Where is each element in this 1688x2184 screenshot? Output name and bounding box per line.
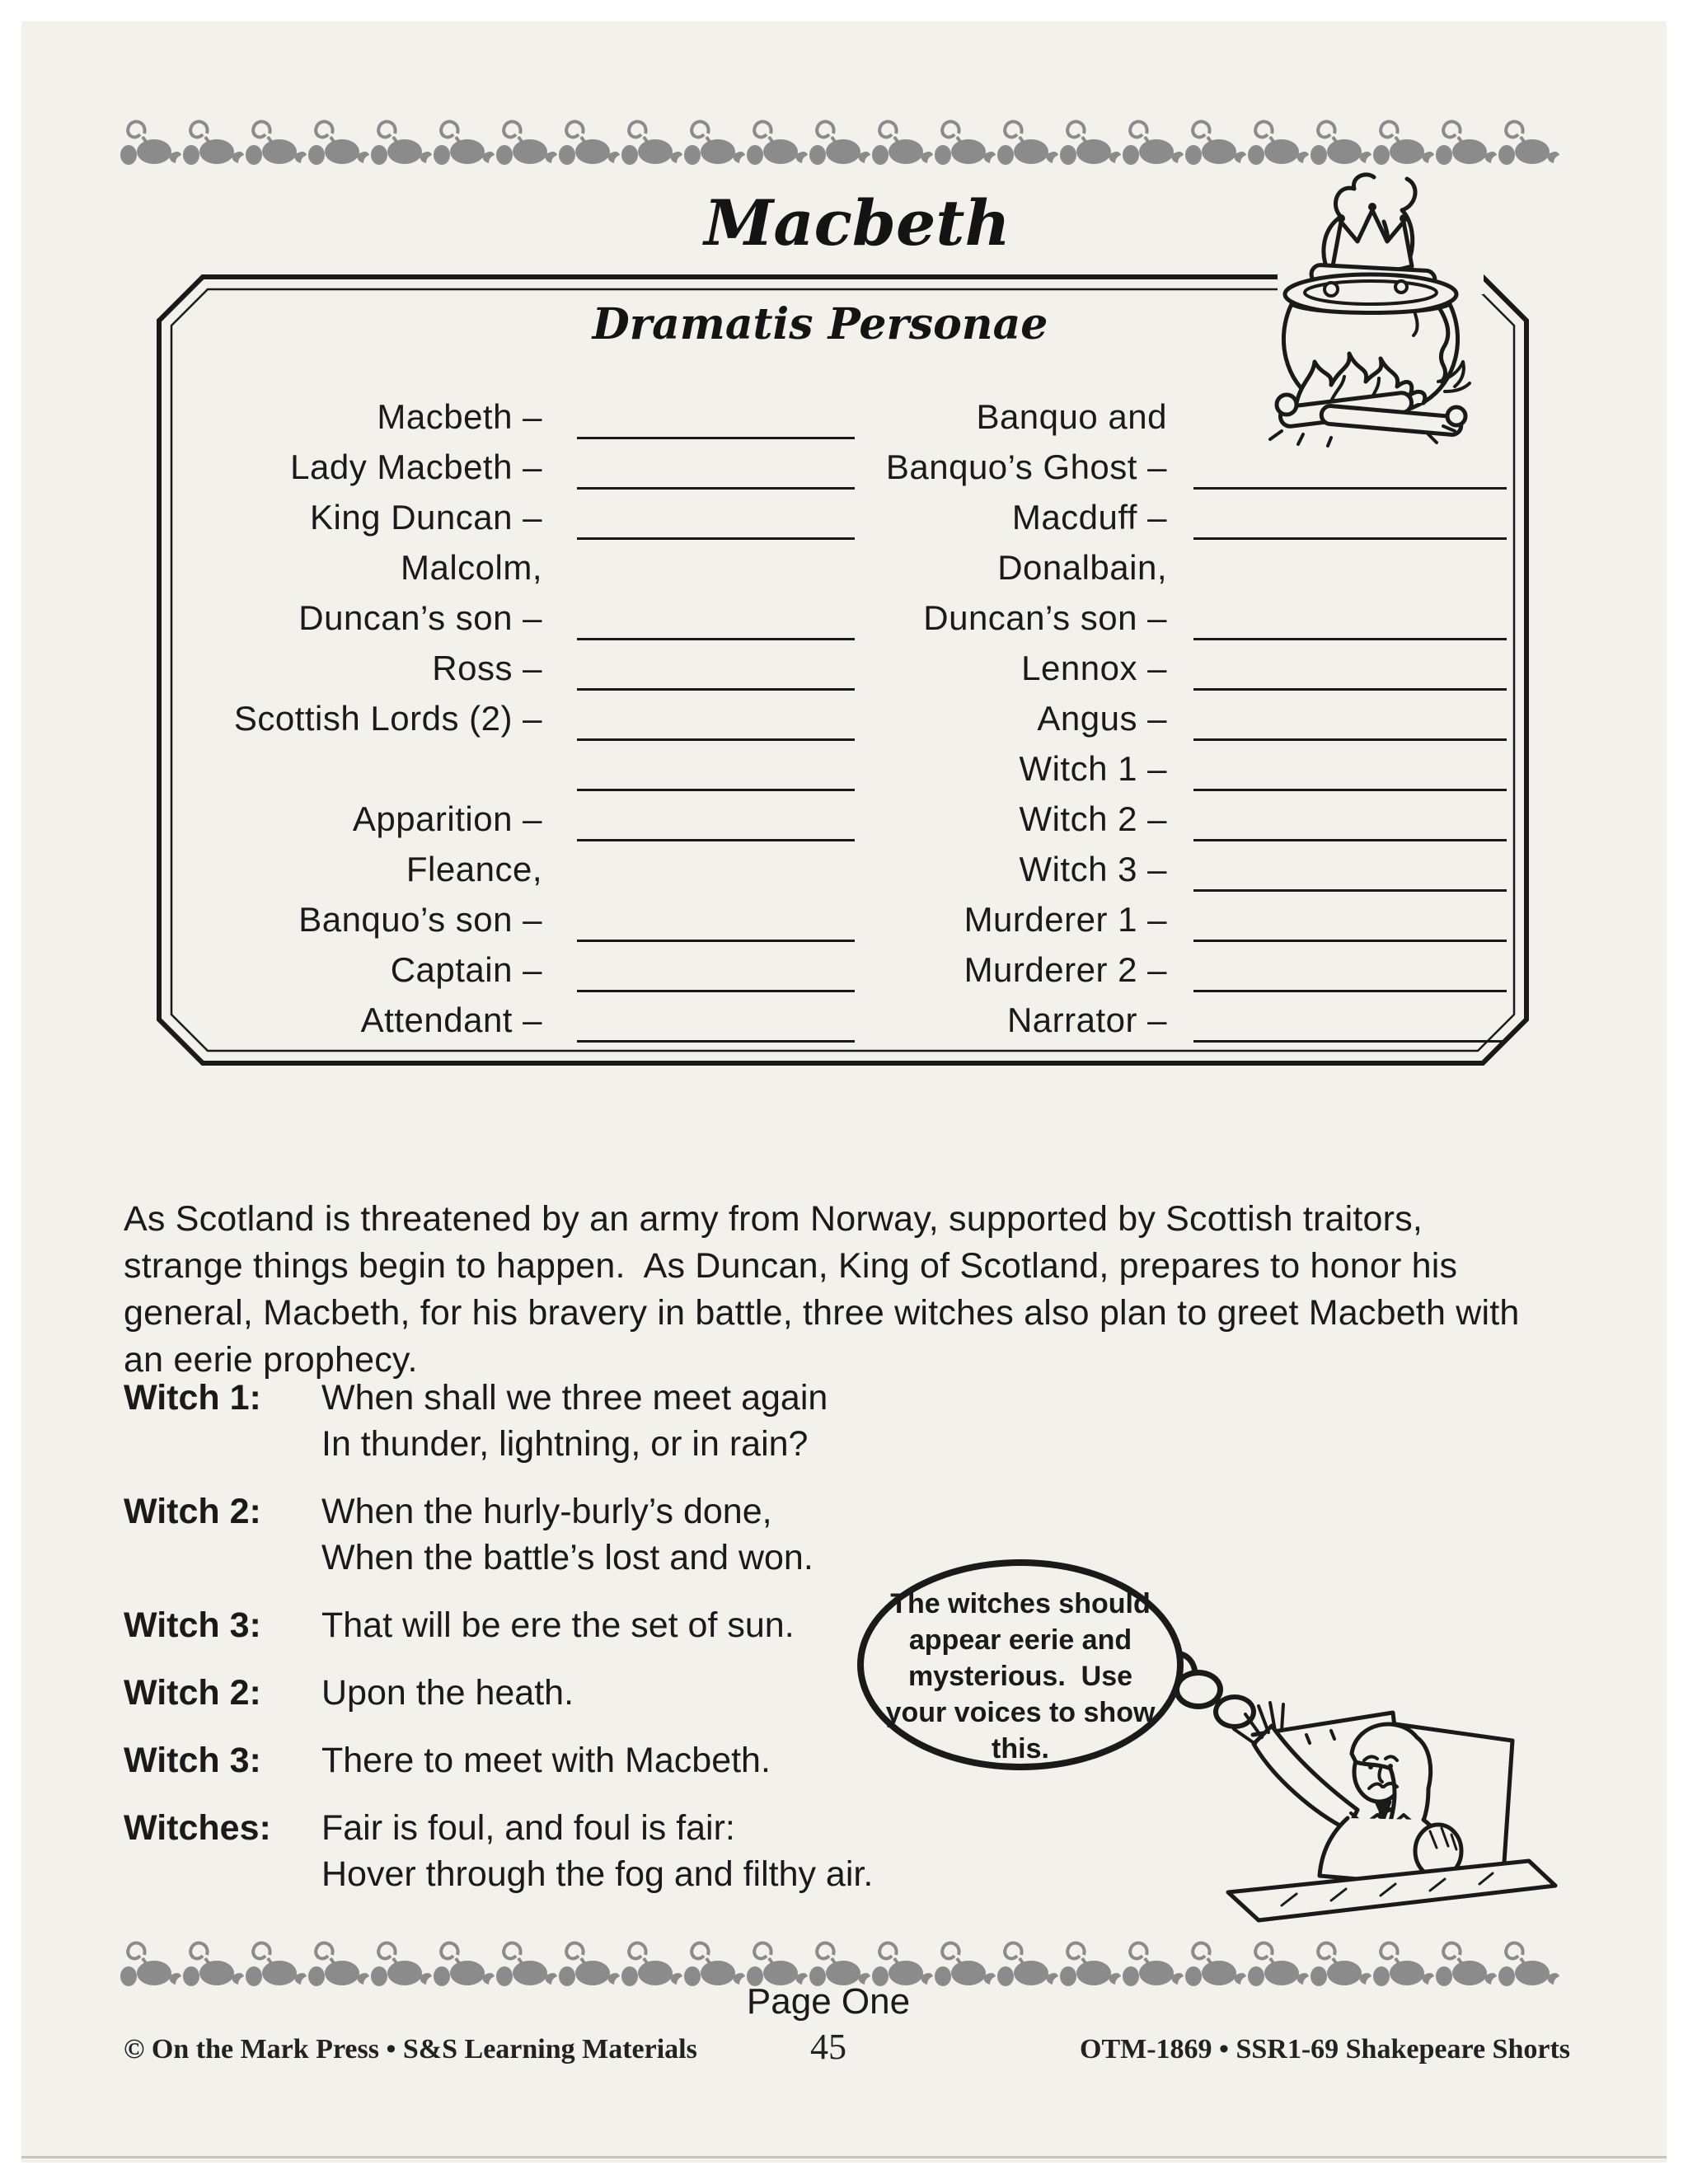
dialogue-row bbox=[124, 1375, 1014, 1467]
fill-in-blank-line bbox=[577, 738, 855, 741]
roster-row bbox=[882, 848, 1508, 898]
character-name: Witch 1 – bbox=[1019, 749, 1167, 788]
page-label: Page One bbox=[746, 1981, 911, 2022]
roster-left-column bbox=[190, 396, 857, 1049]
roster-row bbox=[882, 798, 1508, 848]
roster-row bbox=[882, 898, 1508, 949]
character-name: Donalbain, bbox=[997, 548, 1167, 587]
fill-in-blank-line bbox=[577, 990, 855, 992]
dialogue-line: Fair is foul, and foul is fair: Hover through the fog and filthy air. bbox=[321, 1808, 874, 1894]
roster-row bbox=[190, 546, 857, 597]
roster-row bbox=[882, 446, 1508, 496]
dialogue-line: When shall we three meet again In thunder, lightning, or in rain? bbox=[321, 1378, 828, 1464]
roster-row bbox=[190, 798, 857, 848]
decorative-border-top-icon bbox=[120, 117, 1572, 166]
scan-artifact-line bbox=[21, 2156, 1667, 2158]
fill-in-blank-line bbox=[577, 789, 855, 791]
dialogue-speaker: Witches: bbox=[124, 1808, 271, 1848]
roster-row bbox=[190, 446, 857, 496]
dialogue-row bbox=[124, 1805, 1014, 1897]
character-name: Duncan’s son – bbox=[298, 598, 542, 637]
intro-paragraph: As Scotland is threatened by an army from Norway, supported by Scottish traitors, strange things begin to happen. As Duncan, King of Scotland, prepares to honor his general, Macbeth, for his bravery in battle, three witches also plan to greet Macbeth with an eerie prophecy. bbox=[124, 1199, 1530, 1380]
character-name: King Duncan – bbox=[309, 498, 542, 537]
dialogue-speaker: Witch 3: bbox=[124, 1741, 261, 1780]
dialogue-speaker: Witch 2: bbox=[124, 1673, 261, 1713]
dialogue-line: That will be ere the set of sun. bbox=[321, 1605, 795, 1645]
dialogue-line: When the hurly-burly’s done, When the battle’s lost and won. bbox=[321, 1492, 814, 1577]
character-name: Angus – bbox=[1037, 699, 1167, 738]
roster-row bbox=[882, 546, 1508, 597]
character-name: Macduff – bbox=[1011, 498, 1167, 537]
fill-in-blank-line bbox=[577, 688, 855, 691]
fill-in-blank-line bbox=[577, 537, 855, 540]
dialogue-speaker: Witch 3: bbox=[124, 1605, 261, 1645]
fill-in-blank-line bbox=[1193, 990, 1507, 992]
character-name: Murderer 2 – bbox=[964, 950, 1167, 989]
footer-copyright: © On the Mark Press • S&S Learning Materials bbox=[124, 2034, 697, 2064]
character-name: Malcolm, bbox=[400, 548, 542, 587]
character-name: Duncan’s son – bbox=[923, 598, 1167, 637]
dialogue-speaker: Witch 1: bbox=[124, 1378, 261, 1418]
character-name: Lennox – bbox=[1021, 649, 1167, 687]
fill-in-blank-line bbox=[577, 638, 855, 640]
roster-row bbox=[190, 647, 857, 697]
roster-row bbox=[190, 697, 857, 748]
character-name: Macbeth – bbox=[377, 397, 542, 436]
decorative-border-bottom-icon bbox=[120, 1938, 1572, 1988]
character-name: Banquo and bbox=[976, 397, 1167, 436]
cauldron-icon bbox=[1232, 169, 1504, 449]
character-name: Attendant – bbox=[360, 1001, 542, 1039]
fill-in-blank-line bbox=[1193, 940, 1507, 942]
roster-right-column bbox=[882, 396, 1508, 1049]
roster-row bbox=[882, 597, 1508, 647]
fill-in-blank-line bbox=[1193, 738, 1507, 741]
fill-in-blank-line bbox=[1193, 1040, 1507, 1043]
thought-bubble bbox=[857, 1559, 1184, 1770]
roster-row bbox=[190, 848, 857, 898]
shakespeare-illustration bbox=[1183, 1690, 1570, 1924]
character-name: Witch 3 – bbox=[1019, 850, 1167, 888]
roster-row bbox=[190, 898, 857, 949]
fill-in-blank-line bbox=[1193, 889, 1507, 892]
roster-row bbox=[882, 647, 1508, 697]
roster-row bbox=[882, 949, 1508, 999]
character-name: Witch 2 – bbox=[1019, 799, 1167, 838]
roster-row bbox=[882, 496, 1508, 546]
roster-row bbox=[190, 396, 857, 446]
roster-row bbox=[882, 748, 1508, 798]
dialogue-speaker: Witch 2: bbox=[124, 1492, 261, 1531]
roster-row bbox=[190, 999, 857, 1049]
thought-bubble-text: The witches should appear eerie and mysterious. Use your voices to show this. bbox=[885, 1588, 1163, 1765]
character-name: Banquo’s son – bbox=[298, 900, 542, 939]
roster-row bbox=[190, 748, 857, 798]
character-name: Narrator – bbox=[1006, 1001, 1167, 1039]
fill-in-blank-line bbox=[577, 940, 855, 942]
fill-in-blank-line bbox=[577, 1040, 855, 1043]
fill-in-blank-line bbox=[577, 437, 855, 439]
roster-row bbox=[882, 999, 1508, 1049]
character-name: Scottish Lords (2) – bbox=[233, 699, 542, 738]
character-name bbox=[190, 748, 542, 749]
roster-row bbox=[190, 949, 857, 999]
fill-in-blank-line bbox=[577, 487, 855, 490]
character-name: Ross – bbox=[432, 649, 542, 687]
fill-in-blank-line bbox=[1193, 537, 1507, 540]
dialogue-row bbox=[124, 1488, 1014, 1581]
dialogue-line: Upon the heath. bbox=[321, 1673, 574, 1713]
fill-in-blank-line bbox=[1193, 638, 1507, 640]
fill-in-blank-line bbox=[1193, 789, 1507, 791]
roster-row bbox=[190, 597, 857, 647]
fill-in-blank-line bbox=[1193, 487, 1507, 490]
fill-in-blank-line bbox=[577, 839, 855, 841]
dialogue-line: There to meet with Macbeth. bbox=[321, 1741, 771, 1780]
fill-in-blank-line bbox=[1193, 688, 1507, 691]
character-name: Banquo’s Ghost – bbox=[885, 448, 1167, 486]
character-name: Apparition – bbox=[352, 799, 542, 838]
page-title: Macbeth bbox=[704, 186, 1010, 260]
character-name: Murderer 1 – bbox=[964, 900, 1167, 939]
roster-row bbox=[190, 496, 857, 546]
roster-row bbox=[882, 697, 1508, 748]
fill-in-blank-line bbox=[1193, 839, 1507, 841]
character-name: Fleance, bbox=[406, 850, 542, 888]
character-name: Lady Macbeth – bbox=[290, 448, 542, 486]
dramatis-personae-heading: Dramatis Personae bbox=[592, 299, 1048, 349]
footer-product-code: OTM-1869 • SSR1-69 Shakepeare Shorts bbox=[1080, 2034, 1570, 2064]
character-name: Captain – bbox=[390, 950, 542, 989]
footer-page-number: 45 bbox=[810, 2027, 846, 2067]
